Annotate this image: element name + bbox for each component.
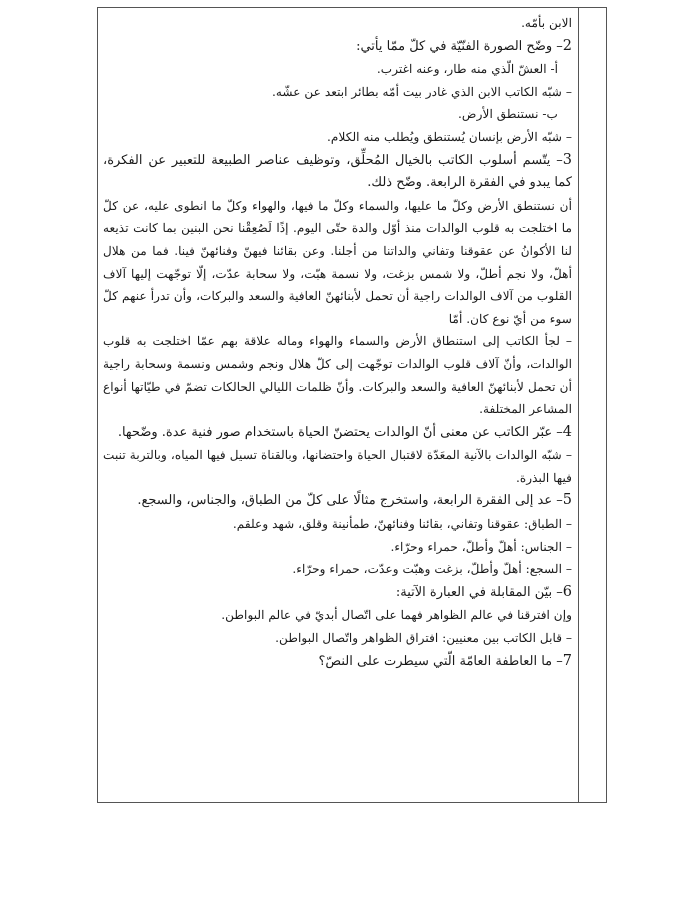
question-text: – بيّن المقابلة في العبارة الآتية: (395, 584, 563, 600)
question-number: 5 (562, 492, 572, 509)
question-number: 6 (562, 583, 572, 600)
question-2 (103, 35, 572, 59)
question-text: – يتّسم أسلوب الكاتب بالخيال المُحلِّق، وتوظيف عناصر الطبيعة للتعبير عن الفكرة، كما يبدو في الفقرة الرابعة. وضّح ذلك. (103, 152, 572, 191)
answer-paragraph: – لجأ الكاتب إلى استنطاق الأرض والسماء والهواء وماله علاقة بهم عمّا اختلجت به قلوب الوالدات، وأنّ آلاف قلوب الوالدات توجّهت إلى كلّ هلال ونجم وشمس ونسمة وسحابة راجية أن تحمل لأبنائهنّ العافية والسعد والبركات. وأنّ ظلمات الليالي الحالكات تضمّ في طيّاتها أنواع المشاعر المختلفة. (103, 334, 572, 417)
answer-line: – قابل الكاتب بين معنيين: افتراق الظواهر واتّصال البواطن. (275, 631, 572, 646)
question-number: 2 (562, 37, 572, 54)
question-4 (103, 421, 572, 445)
quoted-paragraph: أن نستنطق الأرض وكلّ ما عليها، والسماء وكلّ ما فيها، والهواء وكلّ ما انطوى عليه، عن كلّ ما اختلجت به قلوب الوالدات منذ أوّل والدة حتّى اليوم. إذًا لَصُعِقْنا نحن البنين بما كانت تذيعه لنا الأكوانُ عن عقوقنا وتفاني والداتنا من أجلنا. وعن بقائنا فيهنّ وفنائهنّ فينا. فما من هلال أهلّ، ولا نجم أطلّ، ولا شمس بزغت، ولا نسمة هبّت، ولا سحابة عدّت، إلّا توجّهت إليها آلاف القلوب من آلاف الوالدات راجية أن تحمل لأبنائهنّ العافية والسعد والبركات، وأن تدرأ عنهم كلّ سوء من أيّ نوع كان. أمّا (103, 198, 572, 326)
question-6 (103, 581, 572, 605)
quoted-line: وإن افترقنا في عالم الظواهر فهما على اتّصال أبديّ في عالم البواطن. (221, 608, 572, 623)
question-text: – عبّر الكاتب عن معنى أنّ الوالدات يحتضنّ الحياة باستخدام صور فنية عدة. وضّحها. (117, 424, 563, 440)
question-7 (103, 650, 572, 674)
answer-line: – شبّه الأرض بإنسان يُستنطق ويُطلب منه الكلام. (327, 129, 572, 144)
question-3 (103, 149, 572, 195)
answer-paragraph: – شبّه الوالدات بالآنية المعَدّة لاقتبال الحياة واحتضانها، وبالقناة تسيل فيها المياه، وبالتربة تنبت فيها البذرة. (103, 448, 572, 485)
question-number: 3 (562, 151, 572, 168)
answer-line: – شبّه الكاتب الابن الذي غادر بيت أمّه بطائر ابتعد عن عشّه. (271, 84, 572, 99)
question-5 (103, 489, 572, 513)
text-line: الابن بأمّه. (521, 16, 572, 30)
question-number: 4 (562, 423, 572, 440)
question-number: 7 (562, 652, 572, 669)
sub-question: ب- نستنطق الأرض. (458, 107, 558, 122)
answer-content (103, 12, 572, 673)
column-divider (578, 7, 579, 803)
sub-question: أ- العشّ الّذي منه طار، وعنه اغترب. (376, 62, 558, 77)
answer-line: – الطباق: عقوقنا وتفاني، بقائنا وفنائهنّ، طمأنينة وقلق، شهد وعلقم. (232, 517, 572, 532)
question-text: – وضّح الصورة الفنّيّة في كلّ ممّا يأتي: (356, 38, 563, 54)
question-text: – عد إلى الفقرة الرابعة، واستخرج مثالًا على كلّ من الطباق، والجناس، والسجع. (137, 493, 563, 509)
answer-line: – السجع: أهلّ وأطلّ، بزغت وهبّت وعدّت، حمراء وحرّاء. (292, 562, 572, 577)
question-text: – ما العاطفة العامّة الّتي سيطرت على النصّ؟ (318, 653, 563, 669)
answer-line: – الجناس: أهلّ وأطلّ، حمراء وحرّاء. (390, 539, 572, 554)
